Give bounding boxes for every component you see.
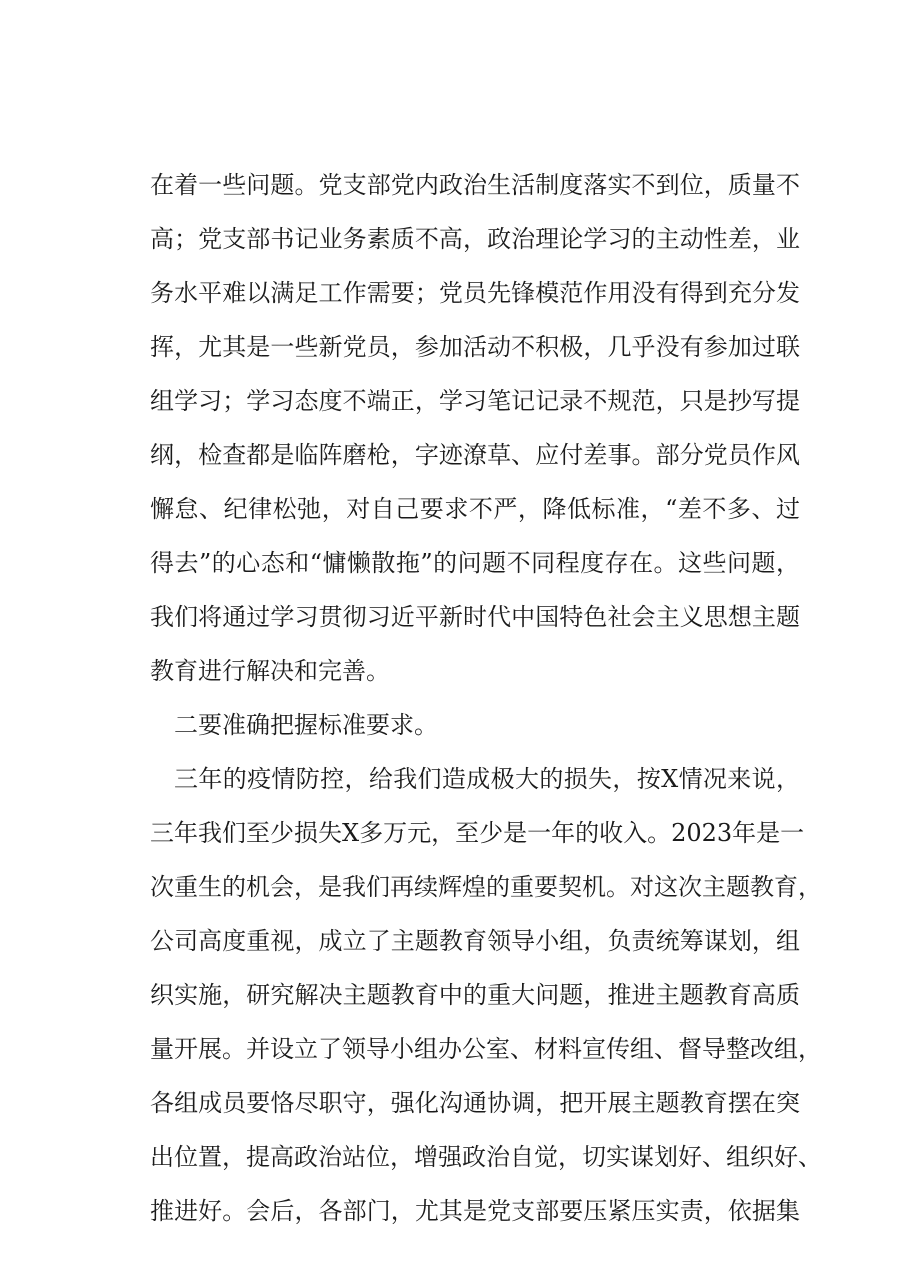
text-line: 组学习；学习态度不端正，学习笔记记录不规范，只是抄写提 — [150, 387, 800, 415]
text-line: 量开展。并设立了领导小组办公室、材料宣传组、督导整改组， — [150, 1035, 822, 1063]
text-line: 挥，尤其是一些新党员，参加活动不积极，几乎没有参加过联 — [150, 333, 800, 361]
text-line: 在着一些问题。党支部党内政治生活制度落实不到位，质量不 — [150, 171, 800, 199]
text-line: 高；党支部书记业务素质不高，政治理论学习的主动性差，业 — [150, 225, 800, 253]
text-line: 推进好。会后，各部门，尤其是党支部要压紧压实责，依据集 — [150, 1197, 800, 1225]
text-line: 教育进行解决和完善。 — [150, 657, 390, 685]
text-line: 三年我们至少损失X多万元，至少是一年的收入。2023年是一 — [150, 819, 805, 847]
text-line: 出位置，提高政治站位，增强政治自觉，切实谋划好、组织好、 — [150, 1143, 822, 1171]
document-body — [150, 158, 822, 1238]
text-line: 公司高度重视，成立了主题教育领导小组，负责统筹谋划，组 — [150, 927, 800, 955]
text-line: 务水平难以满足工作需要；党员先锋模范作用没有得到充分发 — [150, 279, 800, 307]
section-heading: 二要准确把握标准要求。 — [174, 711, 438, 739]
text-line: 懈怠、纪律松弛，对自己要求不严，降低标准，“差不多、过 — [150, 495, 800, 523]
text-line: 织实施，研究解决主题教育中的重大问题，推进主题教育高质 — [150, 981, 800, 1009]
text-line: 纲，检查都是临阵磨枪，字迹潦草、应付差事。部分党员作风 — [150, 441, 800, 469]
text-line: 我们将通过学习贯彻习近平新时代中国特色社会主义思想主题 — [150, 603, 800, 631]
text-line: 得去”的心态和“慵懒散拖”的问题不同程度存在。这些问题， — [150, 549, 800, 577]
text-line: 各组成员要恪尽职守，强化沟通协调，把开展主题教育摆在突 — [150, 1089, 800, 1117]
text-line: 三年的疫情防控，给我们造成极大的损失，按X情况来说， — [174, 765, 800, 793]
text-line: 次重生的机会，是我们再续辉煌的重要契机。对这次主题教育， — [150, 873, 822, 901]
